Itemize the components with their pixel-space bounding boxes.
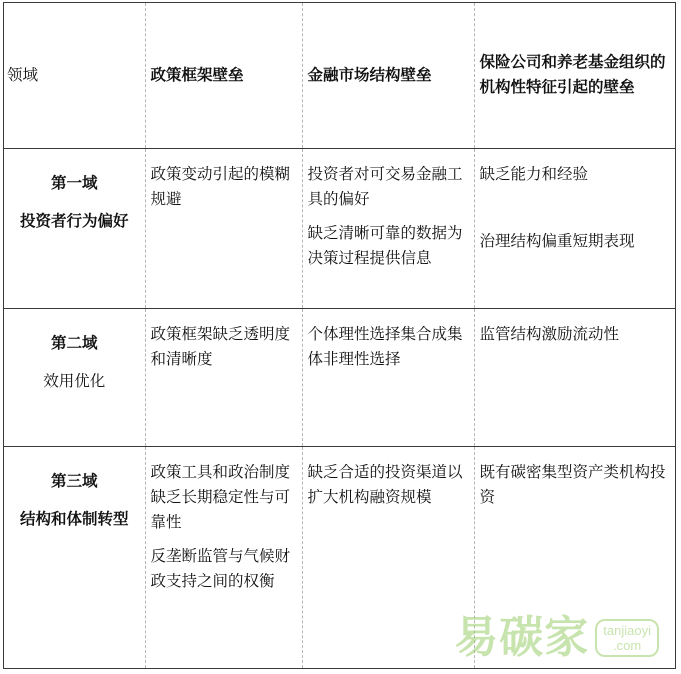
domain-cell [4,308,145,446]
table-row [4,148,675,308]
watermark-domain-badge [595,619,659,657]
policy-cell [145,148,302,308]
domain-title: 第二域 [50,333,98,352]
insurance-text: 监管结构激励流动性 [479,324,620,343]
domain-subtitle: 效用优化 [43,371,106,390]
policy-text: 政策工具和政治制度缺乏长期稳定性与可靠性 [150,462,291,531]
market-text: 缺乏合适的投资渠道以扩大机构融资规模 [307,462,463,506]
market-text: 投资者对可交易金融工具的偏好 [307,164,463,208]
policy-text: 政策变动引起的模糊规避 [150,164,291,208]
watermark-domain-line2: .com [613,638,642,653]
header-insurance: 保险公司和养老基金组织的机构性特征引起的壁垒 [474,3,675,148]
table-header-row [4,3,675,148]
watermark-logo [454,612,659,663]
table-row [4,308,675,446]
policy-cell [145,308,302,446]
market-cell [302,446,474,668]
market-cell [302,148,474,308]
header-market: 金融市场结构壁垒 [302,3,474,148]
domain-cell [4,446,145,668]
policy-cell [145,446,302,668]
insurance-text: 既有碳密集型资产类机构投资 [479,462,666,506]
insurance-text: 缺乏能力和经验 [479,164,589,183]
domain-cell [4,148,145,308]
domain-subtitle: 结构和体制转型 [19,509,129,528]
domain-title: 第一域 [50,173,98,192]
insurance-cell [474,148,675,308]
domain-title: 第三域 [50,471,98,490]
header-policy: 政策框架壁垒 [145,3,302,148]
barriers-table [4,3,675,668]
insurance-cell [474,308,675,446]
barriers-table-container [3,2,676,669]
watermark-domain-line1: tanjiaoyi [603,623,651,638]
market-cell [302,308,474,446]
policy-text: 政策框架缺乏透明度和清晰度 [150,324,291,368]
header-domain: 领域 [4,3,145,148]
domain-subtitle: 投资者行为偏好 [19,211,129,230]
insurance-text: 治理结构偏重短期表现 [479,231,635,250]
watermark-brand: 易碳家 [454,612,590,663]
market-text: 缺乏清晰可靠的数据为决策过程提供信息 [307,223,463,267]
policy-text: 反垄断监管与气候财政支持之间的权衡 [150,546,291,590]
market-text: 个体理性选择集合成集体非理性选择 [307,324,463,368]
